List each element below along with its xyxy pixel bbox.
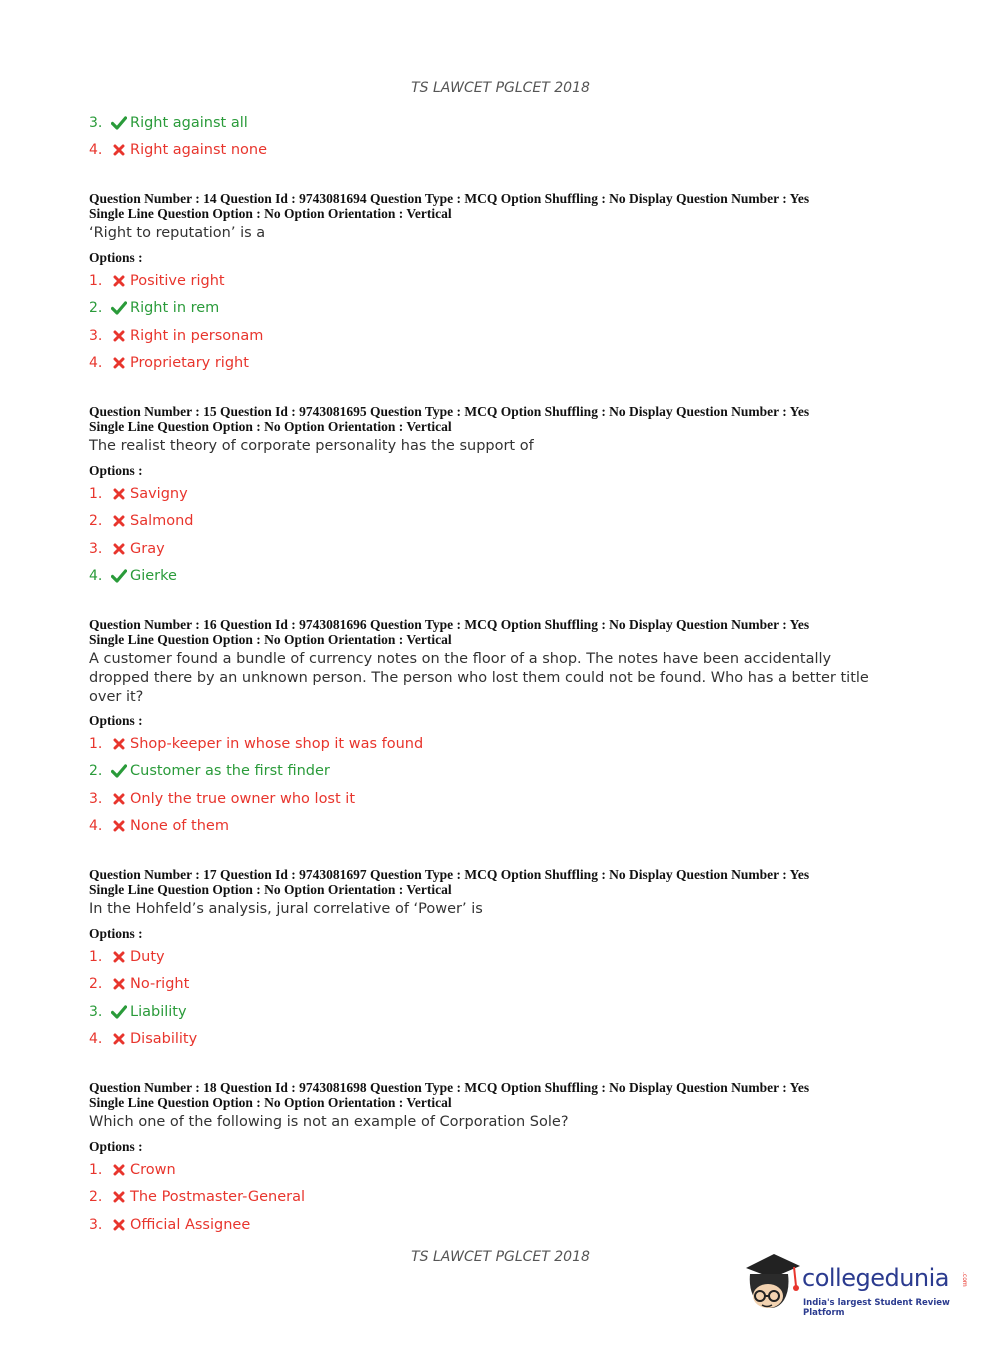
option-text: Only the true owner who lost it [130,791,355,807]
question-meta [89,192,889,221]
option-item [89,538,165,560]
question-meta-line-2: Single Line Question Option : No Option Orientation : Vertical [89,205,452,221]
check-icon [109,569,129,583]
option-number: 1. [89,273,103,289]
option-number: 3. [89,791,103,807]
options-label: Options : [89,250,143,265]
option-item [89,139,267,161]
option-number: 4. [89,568,103,584]
options-label: Options : [89,926,143,941]
option-number: 2. [89,763,103,779]
check-icon [109,1005,129,1019]
option-text: Positive right [130,273,225,289]
option-number: 3. [89,1004,103,1020]
logo-wordmark: collegedunia [802,1264,950,1292]
question-meta-line-1: Question Number : 15 Question Id : 9743081695 Question Type : MCQ Option Shuffling : No Display Question Number : Yes [89,404,810,419]
question-text: The realist theory of corporate personality has the support of [89,438,534,454]
cross-icon [109,543,129,555]
question-meta-line-1: Question Number : 14 Question Id : 9743081694 Question Type : MCQ Option Shuffling : No Display Question Number : Yes [89,191,810,206]
cross-icon [109,488,129,500]
option-text: Customer as the first finder [130,763,330,779]
cross-icon [109,144,129,156]
logo-dotcom: .com [961,1272,968,1287]
cross-icon [109,275,129,287]
option-text: Salmond [130,513,194,529]
check-icon [109,764,129,778]
option-number: 3. [89,1217,103,1233]
cross-icon [109,515,129,527]
option-number: 4. [89,1031,103,1047]
option-text: Shop-keeper in whose shop it was found [130,736,424,752]
option-item [89,112,248,134]
question-text: A customer found a bundle of currency notes on the floor of a shop. The notes have been accidentally dropped there by an unknown person. The person who lost them could not be found. Who has a better title over it? [89,651,869,705]
cross-icon [109,1191,129,1203]
option-number: 2. [89,976,103,992]
options-label: Options : [89,463,143,478]
option-text: None of them [130,818,229,834]
option-number: 2. [89,1189,103,1205]
option-number: 1. [89,486,103,502]
question-meta [89,618,889,647]
logo-tagline: India's largest Student Review Platform [803,1298,950,1318]
option-number: 2. [89,513,103,529]
options-label: Options : [89,1139,143,1154]
question-meta-line-1: Question Number : 17 Question Id : 9743081697 Question Type : MCQ Option Shuffling : No Display Question Number : Yes [89,867,810,882]
option-item [89,352,249,374]
check-icon [109,116,129,130]
question-meta [89,1081,889,1110]
option-item [89,325,263,347]
question-meta-line-2: Single Line Question Option : No Option Orientation : Vertical [89,1094,452,1110]
cross-icon [109,330,129,342]
option-item [89,1186,305,1208]
question-meta [89,405,889,434]
option-item [89,733,423,755]
option-text: Crown [130,1162,176,1178]
option-text: Right against none [130,142,268,158]
cross-icon [109,1164,129,1176]
question-text: In the Hohfeld’s analysis, jural correlative of ‘Power’ is [89,901,483,917]
option-text: The Postmaster-General [130,1189,306,1205]
cross-icon [109,820,129,832]
option-number: 1. [89,949,103,965]
option-number: 1. [89,736,103,752]
options-label: Options : [89,713,143,728]
question-meta-line-1: Question Number : 18 Question Id : 9743081698 Question Type : MCQ Option Shuffling : No Display Question Number : Yes [89,1080,810,1095]
option-item [89,483,188,505]
option-item [89,788,355,810]
option-item [89,946,165,968]
option-item [89,565,177,587]
question-meta-line-2: Single Line Question Option : No Option Orientation : Vertical [89,631,452,647]
cross-icon [109,793,129,805]
option-text: Duty [130,949,165,965]
option-text: Gray [130,541,165,557]
option-item [89,297,219,319]
option-text: Right in personam [130,328,264,344]
option-text: Disability [130,1031,198,1047]
option-number: 3. [89,328,103,344]
question-text: Which one of the following is not an example of Corporation Sole? [89,1114,569,1130]
cross-icon [109,978,129,990]
option-text: Right against all [130,115,248,131]
option-number: 4. [89,355,103,371]
page-header: TS LAWCET PGLCET 2018 [411,80,590,96]
question-text: ‘Right to reputation’ is a [89,225,266,241]
option-text: No-right [130,976,190,992]
question-meta-line-2: Single Line Question Option : No Option Orientation : Vertical [89,881,452,897]
option-number: 4. [89,142,103,158]
option-item [89,815,229,837]
option-item [89,973,189,995]
option-item [89,1028,197,1050]
cross-icon [109,357,129,369]
option-text: Gierke [130,568,177,584]
option-number: 3. [89,115,103,131]
graduate-mascot-icon [740,1252,802,1316]
option-text: Savigny [130,486,188,502]
option-item [89,760,330,782]
option-text: Right in rem [130,300,220,316]
option-text: Proprietary right [130,355,249,371]
question-meta [89,868,889,897]
question-meta-line-2: Single Line Question Option : No Option Orientation : Vertical [89,418,452,434]
collegedunia-logo[interactable] [740,1248,980,1324]
question-meta-line-1: Question Number : 16 Question Id : 9743081696 Question Type : MCQ Option Shuffling : No Display Question Number : Yes [89,617,810,632]
option-number: 4. [89,818,103,834]
cross-icon [109,1033,129,1045]
cross-icon [109,1219,129,1231]
option-number: 3. [89,541,103,557]
page-footer: TS LAWCET PGLCET 2018 [411,1249,590,1265]
option-number: 2. [89,300,103,316]
option-item [89,270,225,292]
option-item [89,510,194,532]
option-item [89,1001,187,1023]
option-number: 1. [89,1162,103,1178]
option-item [89,1159,176,1181]
option-item [89,1214,250,1236]
option-text: Liability [130,1004,187,1020]
option-text: Official Assignee [130,1217,251,1233]
cross-icon [109,738,129,750]
cross-icon [109,951,129,963]
check-icon [109,301,129,315]
